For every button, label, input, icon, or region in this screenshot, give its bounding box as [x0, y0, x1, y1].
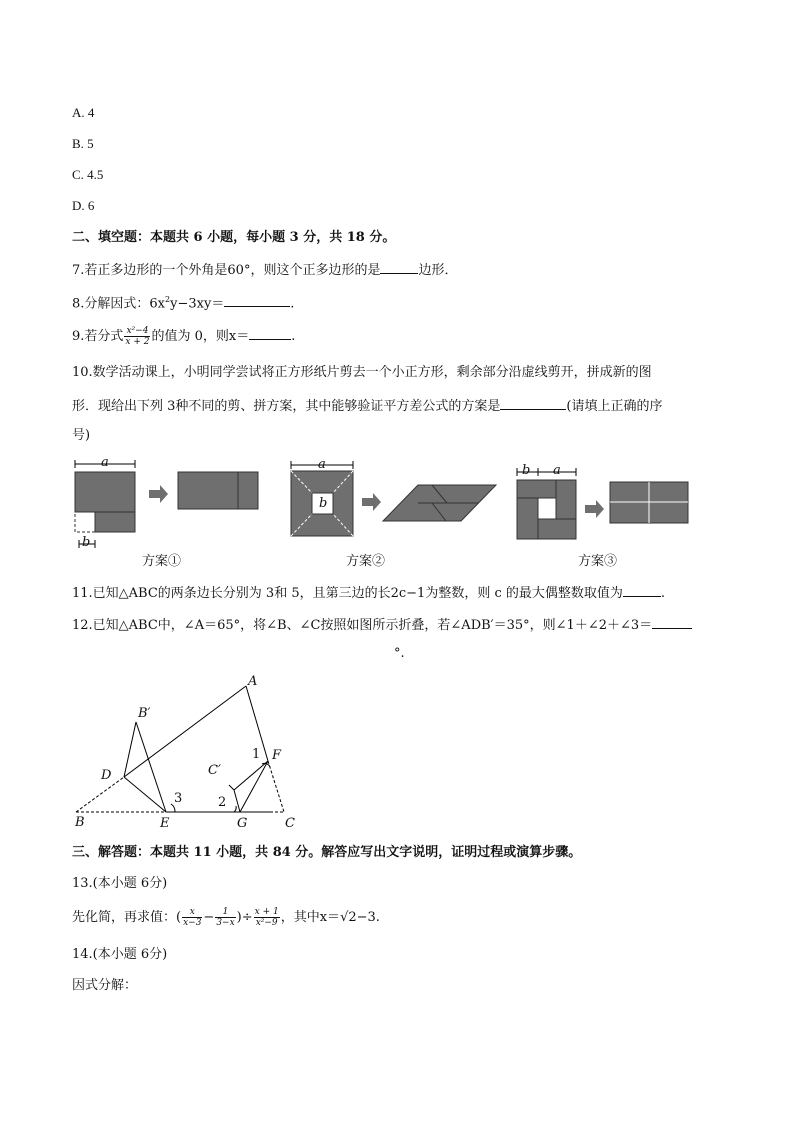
question-12-tail: °. — [394, 646, 405, 661]
point-d-label: D — [101, 768, 112, 783]
scheme-1-caption: 方案① — [142, 554, 182, 569]
fraction: $\frac{x + 1}{\text{x²−9}}$ — [254, 907, 279, 928]
question-14-title: 14.(本小题 6分) — [72, 947, 168, 962]
length-a-label: a — [553, 463, 561, 478]
answer-blank — [623, 583, 661, 597]
angle-1-label: 1 — [252, 747, 261, 762]
length-a-label: a — [318, 457, 326, 472]
answer-blank — [500, 396, 566, 410]
length-b-label: b — [82, 535, 91, 550]
answer-blank — [380, 260, 418, 274]
scheme-1-figure — [75, 460, 258, 548]
answer-blank — [652, 615, 692, 629]
vertex-b-label: B — [75, 815, 85, 830]
vertex-a-label: A — [248, 674, 258, 689]
answer-blank — [249, 326, 291, 340]
point-g-label: G — [237, 816, 248, 831]
question-12: 12.已知△ABC中，∠A＝65°，将∠B、∠C按照如图所示折叠，若∠ADB′＝35°，则∠1＋∠2＋∠3＝ — [72, 615, 692, 635]
section-3-heading: 三、解答题：本题共 11 小题，共 84 分。解答应写出文字说明，证明过程或演算步骤。 — [72, 845, 582, 860]
angle-3-label: 3 — [174, 791, 183, 806]
question-13-body: 先化简，再求值：( $\frac{x}{x-3}$ − $\frac{1}{3-x}$ )÷ $\frac{x + 1}{\text{x²−9}}$ ，其中x＝√2−3. — [72, 907, 380, 928]
question-13-title: 13.(本小题 6分) — [72, 876, 168, 891]
point-f-label: F — [272, 748, 282, 763]
question-7: 7.若正多边形的一个外角是60°，则这个正多边形的是 边形． — [72, 260, 457, 280]
length-b-label: b — [522, 463, 531, 478]
question-9: 9.若分式 $\frac{\text{x²−4}}{x + 2}$ 的值为 0，则x＝ . — [72, 326, 296, 347]
question-14-body: 因式分解： — [72, 978, 138, 993]
vertex-c-label: C — [285, 816, 295, 831]
option-a: A. 4 — [72, 105, 95, 120]
scheme-3-figure — [517, 468, 688, 539]
schemes-figure — [0, 452, 794, 572]
section-2-heading: 二、填空题：本题共 6 小题，每小题 3 分，共 18 分。 — [72, 230, 396, 245]
answer-blank — [224, 293, 290, 307]
fraction: $\frac{1}{3-x}$ — [216, 907, 235, 928]
vertex-c-prime-label: C′ — [208, 763, 221, 778]
question-10-line-2: 形．现给出下列 3种不同的剪、拼方案，其中能够验证平方差公式的方案是 (请填上正确的序 — [72, 396, 662, 416]
question-10-line-3: 号) — [72, 428, 91, 443]
length-a-label: a — [101, 455, 109, 470]
vertex-b-prime-label: B′ — [138, 706, 151, 721]
angle-2-label: 2 — [218, 795, 227, 810]
fraction: $\frac{x}{x-3}$ — [183, 907, 202, 928]
length-b-label: b — [319, 496, 328, 511]
point-e-label: E — [160, 816, 170, 831]
fraction: $\frac{\text{x²−4}}{x + 2}$ — [125, 326, 150, 347]
scheme-2-caption: 方案② — [346, 554, 386, 569]
option-b: B. 5 — [72, 136, 94, 151]
question-8: 8.分解因式：$6x^2y-3xy=$ . — [72, 295, 295, 312]
question-10-line-1: 10.数学活动课上，小明同学尝试将正方形纸片剪去一个小正方形，剩余部分沿虚线剪开，拼成新的图 — [72, 365, 652, 380]
question-11: 11.已知△ABC的两条边长分别为 3和 5，且第三边的长2c−1为整数，则 c 的最大偶整数取值为 . — [72, 583, 665, 603]
option-c: C. 4.5 — [72, 167, 104, 182]
scheme-3-caption: 方案③ — [578, 554, 618, 569]
option-d: D. 6 — [72, 198, 95, 213]
